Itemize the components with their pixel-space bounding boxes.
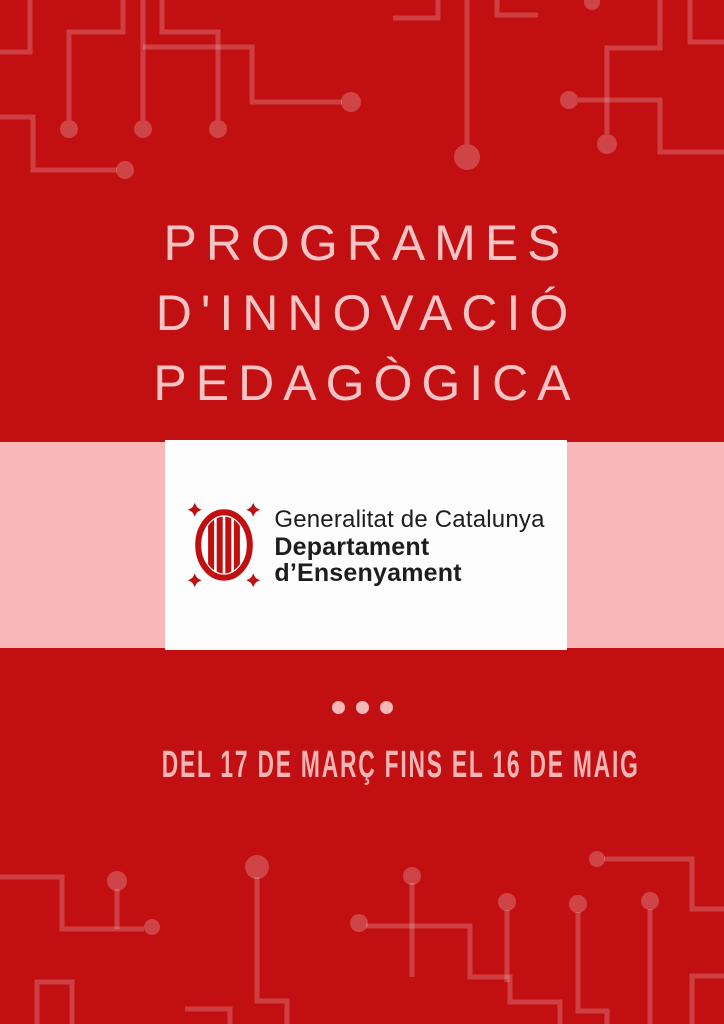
logo-dept-line2: d’Ensenyament (274, 558, 462, 587)
title-line: D'INNOVACIÓ (155, 285, 578, 341)
dot-icon (380, 701, 393, 714)
date-range-text: DEL 17 DE MARÇ FINS EL 16 DE MAIG (161, 744, 640, 786)
separator-dots (0, 700, 724, 714)
date-range-wrap (0, 744, 724, 787)
dot-icon (332, 701, 345, 714)
logo-dept-line1: Departament (274, 532, 430, 561)
generalitat-emblem-icon (187, 502, 261, 588)
circuit-pattern-bottom (0, 819, 724, 1024)
logo-card (165, 440, 567, 650)
logo-org-name: Generalitat de Catalunya (274, 505, 545, 533)
logo-row (187, 502, 544, 588)
logo-text-block (274, 505, 544, 586)
circuit-pattern-top (0, 0, 724, 220)
page-title (0, 208, 724, 418)
dot-icon (356, 701, 369, 714)
title-line: PEDAGÒGICA (153, 355, 580, 411)
title-line: PROGRAMES (163, 215, 570, 271)
